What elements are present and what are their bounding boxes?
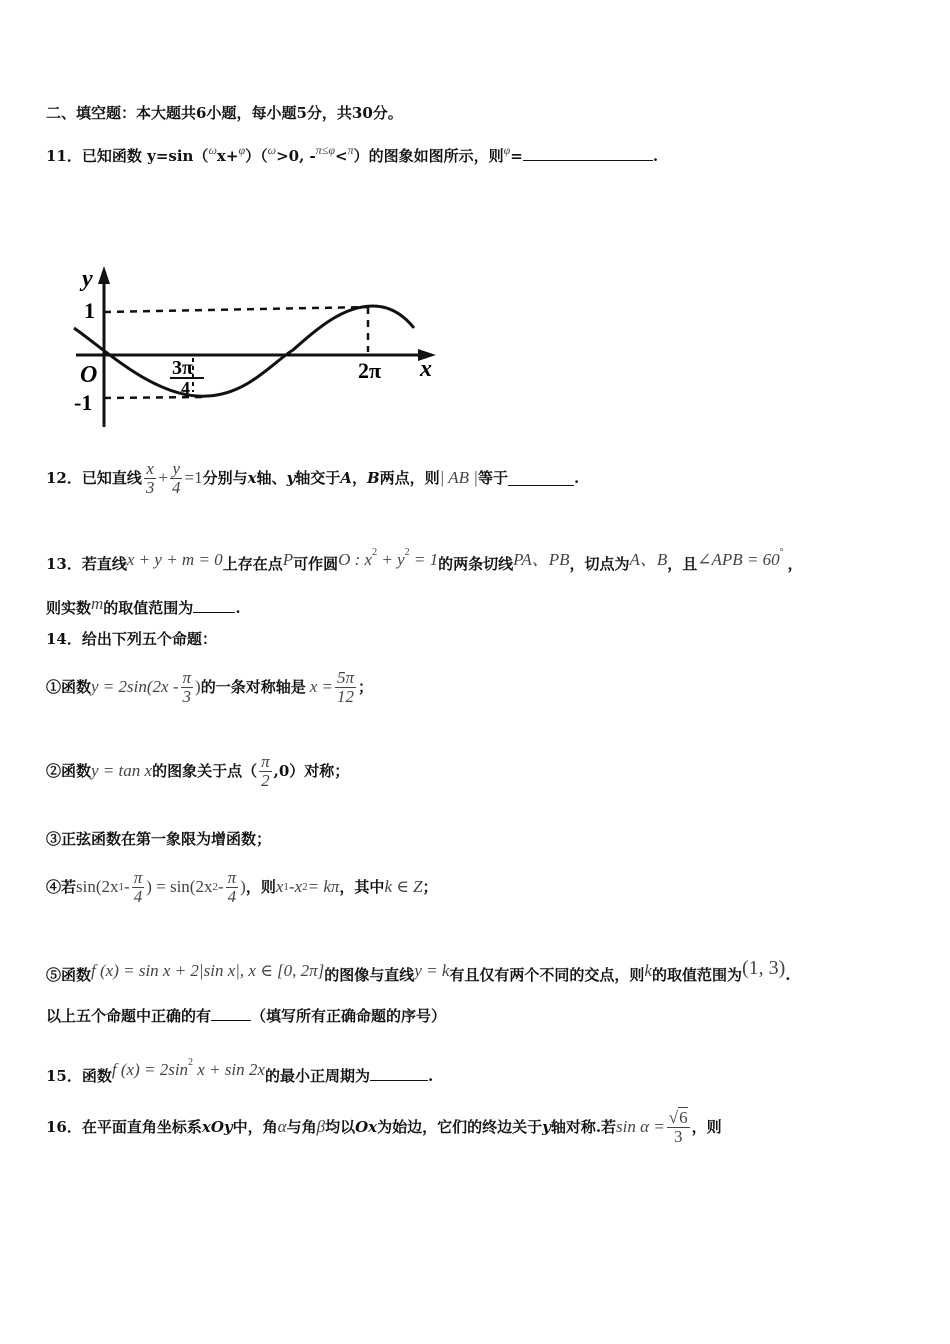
section-title: 二、填空题：本大题共6小题，每小题5分，共30分。 bbox=[46, 104, 403, 122]
question-14: 14．给出下列五个命题： bbox=[46, 630, 217, 648]
question-11: 11．已知函数 y=sin（$^\omega$x+$^\varphi$）（$^\omega$>0, -$^{\pi\le\varphi}$<$^\pi$）的图象如图所示，则$^\varphi$= . bbox=[46, 143, 659, 165]
graph-origin-label: O bbox=[80, 362, 98, 388]
question-12: 12． 已知直线 $\frac{x}{3}$ + $\frac{y}{4}$ =1 分别与 x 轴、 y 轴交于 A ， B 两点，则 | AB | 等于 . bbox=[46, 458, 580, 497]
q15-number: 15． bbox=[46, 1067, 82, 1085]
question-13-cont: 则实数m的取值范围为 . bbox=[46, 594, 241, 617]
question-16: 16． 在平面直角坐标系 xOy 中，角 α 与角 β 均以 Ox 为始边，它们的终边关于 y 轴对称.若 sin α = $\frac{√6}{3}$ ，则 bbox=[46, 1107, 722, 1146]
proposition-1: ①函数 y = 2sin(2x - $\frac{\pi}{3}$ ) 的一条对称轴是 x = $\frac{5\pi}{12}$ ； bbox=[46, 667, 374, 706]
q15-answer-blank[interactable] bbox=[370, 1066, 428, 1081]
q11-answer-blank[interactable] bbox=[523, 146, 653, 161]
question-13: 13．若直线x + y + m = 0上存在点P可作圆O : $x^2 + y^2 = 1$的两条切线PA、PB，切点为A、B，且∠APB = 60°， bbox=[46, 547, 803, 573]
proposition-2: ②函数 y = tan x 的图象关于点（ $\frac{\pi}{2}$ ,0）对称； bbox=[46, 751, 350, 790]
graph-y-label: y bbox=[82, 266, 93, 292]
graph-tick-neg1: -1 bbox=[74, 390, 93, 415]
graph-x-label: x bbox=[420, 356, 432, 382]
question-15: 15．函数f $(x) = 2\sin^2$ x + sin 2x的最小正周期为 . bbox=[46, 1057, 434, 1085]
proposition-3: ③正弦函数在第一象限为增函数； bbox=[46, 830, 272, 848]
graph-tick-2pi: 2π bbox=[358, 358, 382, 383]
y-axis-arrow bbox=[98, 266, 110, 284]
q12-number: 12． bbox=[46, 469, 82, 487]
q16-number: 16． bbox=[46, 1118, 82, 1136]
q13-number: 13． bbox=[46, 555, 82, 573]
max-guide bbox=[104, 307, 368, 312]
graph-tick-1: 1 bbox=[84, 298, 95, 323]
q14-number: 14． bbox=[46, 630, 82, 648]
sine-graph bbox=[68, 262, 448, 432]
proposition-4: ④若 sin(2x 1 - $\frac{\pi}{4}$ ) = sin(2x 2 - $\frac{\pi}{4}$ ) ，则 x 1 - x 2 = kπ ，其中 k ∈ Z ； bbox=[46, 867, 438, 906]
q14-answer-blank[interactable] bbox=[211, 1006, 251, 1021]
q11-number: 11． bbox=[46, 147, 82, 165]
min-guide bbox=[104, 397, 208, 398]
graph-tick-3pi: 3π bbox=[172, 357, 193, 379]
q12-answer-blank[interactable] bbox=[508, 471, 574, 486]
proposition-5: ⑤函数f (x) = sin x + 2|sin x|, x ∈ [0, 2π]的图像与直线y = k有且仅有两个不同的交点，则k的取值范围为(1, 3). bbox=[46, 957, 791, 984]
q13-answer-blank[interactable] bbox=[193, 598, 235, 613]
q14-conclusion: 以上五个命题中正确的有 （填写所有正确命题的序号） bbox=[46, 1007, 447, 1025]
graph-tick-4: 4 bbox=[181, 378, 190, 398]
